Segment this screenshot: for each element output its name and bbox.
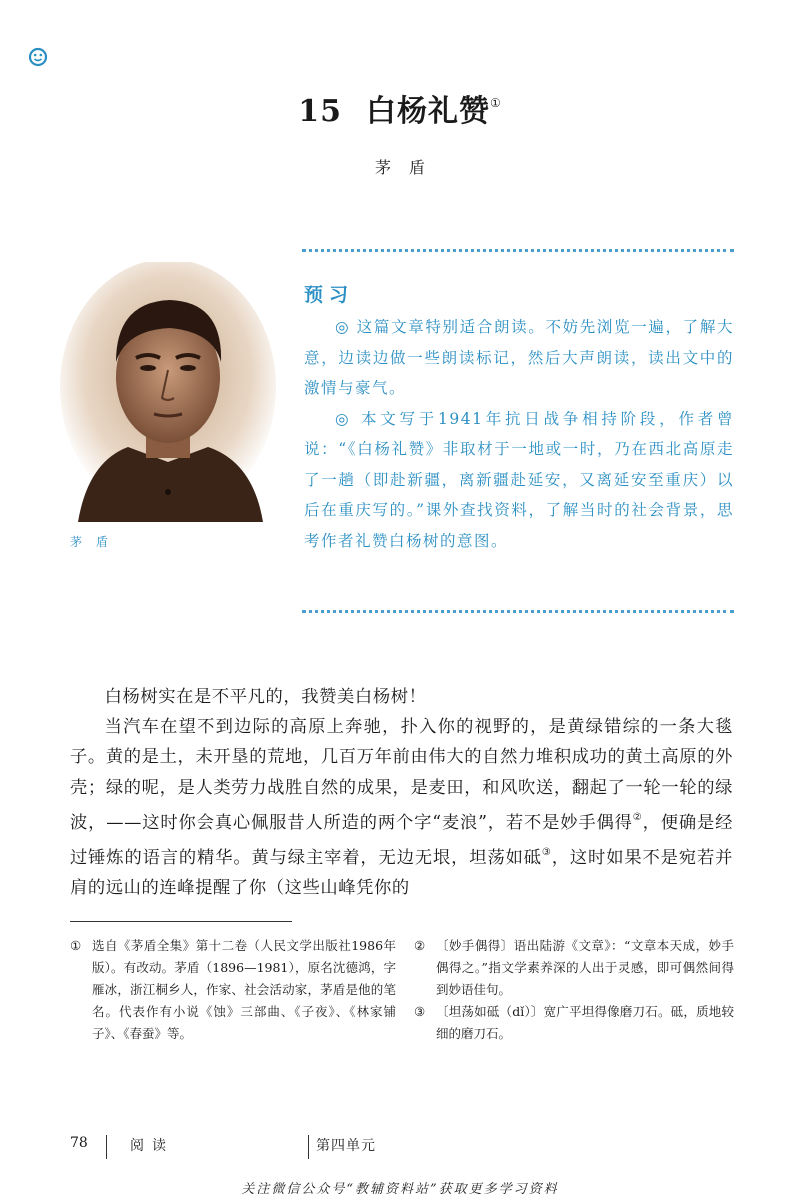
- body-text-run: ，这时如果不是宛若并肩的远山的连峰提醒了你（这些山峰凭你的: [70, 848, 733, 899]
- page-number: 78: [70, 1135, 88, 1151]
- footnote-item: [414, 935, 734, 1001]
- title-footnote-mark: ①: [489, 96, 502, 110]
- preview-top-divider: [302, 249, 734, 252]
- section-label: 阅读: [130, 1138, 174, 1154]
- unit-label: 第四单元: [316, 1138, 376, 1154]
- footnote-item: [414, 1001, 734, 1045]
- footnotes-right: [414, 935, 734, 1045]
- body-paragraph-1: 白杨树实在是不平凡的，我赞美白杨树！: [104, 687, 427, 707]
- footnote-rule: [70, 921, 292, 922]
- portrait-caption: 茅盾: [70, 535, 123, 549]
- body-paragraph-2: [70, 712, 733, 903]
- footnote-mark-3: ③: [541, 847, 552, 859]
- lesson-title: [0, 86, 800, 130]
- smiley-icon: [28, 47, 48, 67]
- body-text-run: 当汽车在望不到边际的高原上奔驰，扑入你的视野的，是黄绿错综的一条大毯子。黄的是土，未开垦的荒地，几百万年前由伟大的自然力堆积成功的黄土高原的外壳；绿的呢，是人类劳力战胜自然的成果，是麦田，和风吹送，翻起了一轮一轮的绿波，——这时你会真心佩服昔人所造的两个字“麦浪”，若不是妙手偶得: [70, 717, 733, 833]
- preview-bottom-divider: [302, 610, 734, 613]
- footnote-mark: ②: [414, 938, 426, 953]
- footnote-item: [70, 935, 396, 1045]
- lesson-title-text: 白杨礼赞: [365, 94, 490, 129]
- article-body: [70, 682, 733, 903]
- footer-divider: [106, 1135, 107, 1159]
- footnote-mark: ①: [70, 938, 82, 953]
- footer-divider: [308, 1135, 309, 1159]
- author-portrait: [58, 262, 278, 522]
- body-text-run: ，便确是经过锤炼的语言的精华。黄与绿主宰着，无边无垠，坦荡如砥: [70, 812, 733, 869]
- preview-paragraph-2: ◎ 本文写于1941年抗日战争相持阶段，作者曾说：“《白杨礼赞》非取材于一地或一时，乃在西北高原走了一趟（即赴新疆，离新疆赴延安，又离延安至重庆）以后在重庆写的。”课外查找资料，了解当时的社会背景，思考作者礼赞白杨树的意图。: [304, 409, 734, 550]
- footnote-text: 选自《茅盾全集》第十二卷（人民文学出版社1986年版）。有改动。茅盾（1896—1981），原名沈德鸿，字雁冰，浙江桐乡人，作家、社会活动家，茅盾是他的笔名。代表作有小说《蚀》三部曲、《子夜》、《林家铺子》、《春蚕》等。: [92, 938, 396, 1041]
- footnote-text: 〔妙手偶得〕语出陆游《文章》：“文章本天成，妙手偶得之。”指文学素养深的人出于灵感，即可偶然间得到妙语佳句。: [436, 938, 734, 997]
- footnotes-left: [70, 935, 396, 1045]
- footnote-mark: ③: [414, 1004, 426, 1019]
- footnote-text: 〔坦荡如砥（dǐ）〕宽广平坦得像磨刀石。砥，质地较细的磨刀石。: [436, 1004, 734, 1041]
- lesson-number: 15: [298, 94, 342, 129]
- preview-heading: 预习: [304, 284, 355, 306]
- preview-paragraph-1: ◎ 这篇文章特别适合朗读。不妨先浏览一遍，了解大意，边读边做一些朗读标记，然后大声朗读，读出文中的激情与豪气。: [304, 318, 734, 397]
- promo-watermark-text: 关注微信公众号“教辅资料站”获取更多学习资料: [241, 1182, 559, 1197]
- preview-box: [304, 280, 734, 556]
- author-name: 茅盾: [374, 158, 443, 177]
- footnote-mark-2: ②: [632, 811, 643, 823]
